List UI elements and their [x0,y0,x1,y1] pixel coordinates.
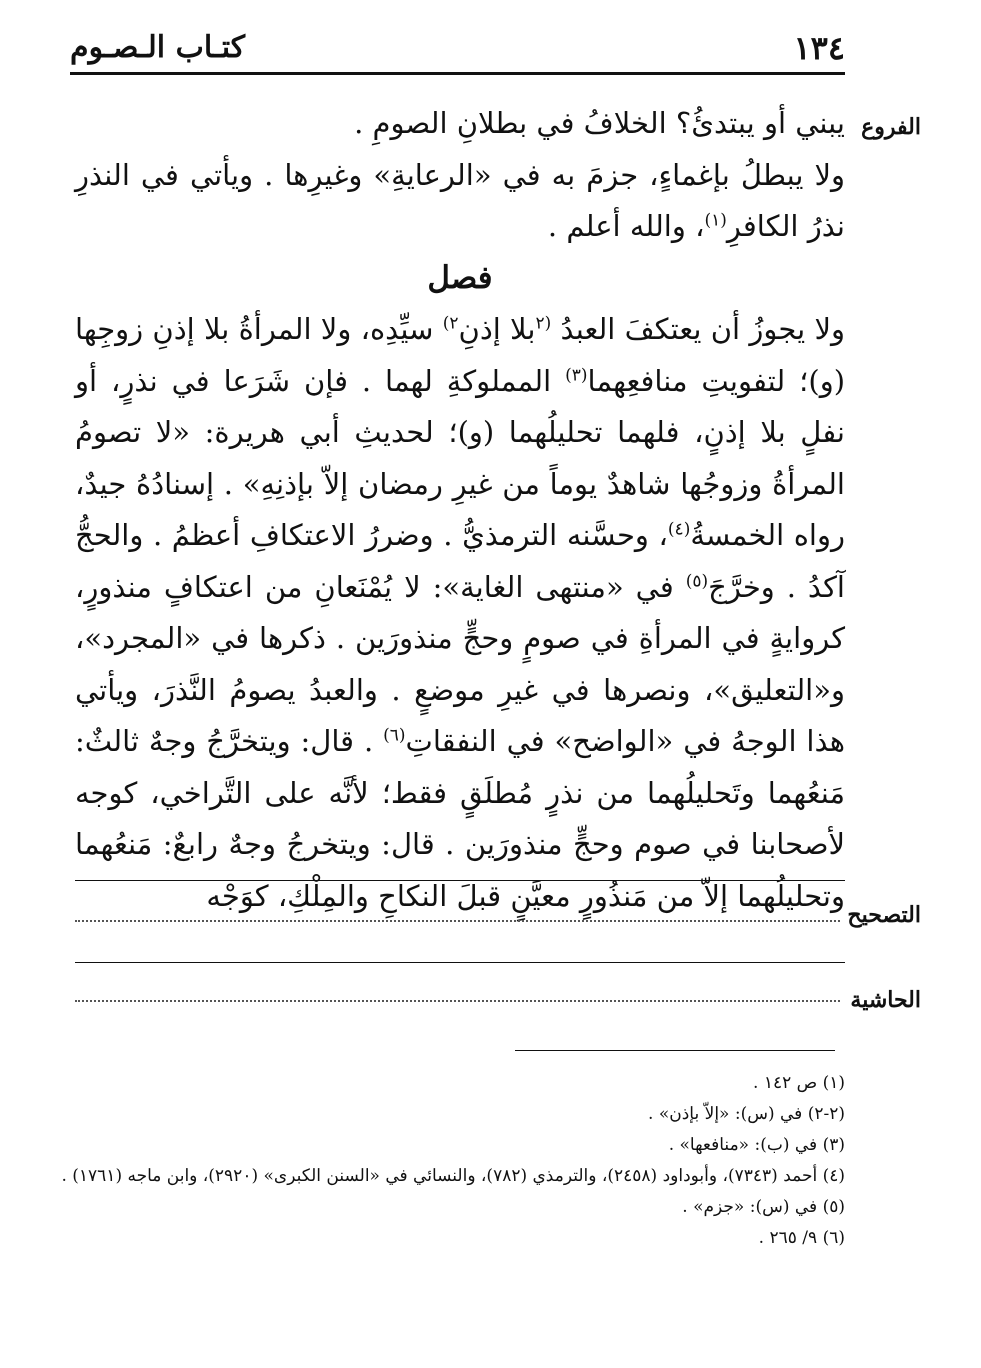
paragraph-3-part-b: بلا إذنِ [458,312,536,346]
footnote-ref-2-end[interactable]: ٢) [442,313,459,334]
paragraph-1: يبني أو يبتدئُ؟ الخلافُ في بطلانِ الصومِ . [354,106,845,140]
footnotes [61,1068,845,1254]
paragraph-3-part-f: في «منتهى الغاية»: لا يُمْنَعانِ من اعتكافٍ منذورٍ، كروايةٍ في المرأةِ في صومٍ وحجٍّ منذورَين . ذكرها في «المجرد»، و«التعليق»، ونصرها في غيرِ موضعٍ . والعبدُ يصومُ النَّذرَ، ويأتي هذا الوجهُ في «الواضح» في النفقاتِ [75,569,846,758]
paragraph-3-part-a: ولا يجوزُ أن يعتكفَ العبدُ [560,312,845,346]
paragraph-2-end: ، والله أعلم . [547,209,705,243]
footnote-ref-2-start[interactable]: (٢ [535,313,552,334]
section-heading: فصل [427,259,493,296]
paragraph-2-text: ولا يبطلُ بإغماءٍ، جزمَ به في «الرعايةِ» وغيرِها . ويأتي في النذرِ نذرُ الكافرِ [75,157,845,243]
hashiya-dotted-line [75,1000,840,1002]
main-text [75,98,845,922]
footnote-2: (٢-٢) في (س): «إلاّ بإذن» . [648,1104,845,1124]
side-label-tashih: التصحيح [847,902,921,928]
footnote-ref-6[interactable]: (٦) [383,725,406,746]
side-label-furu: الفروع [861,114,921,140]
footnote-ref-1[interactable]: (١) [704,210,727,231]
paragraph-3-part-c: سيِّدِه، ولا المرأةُ بلا إذنِ زوجِها (و)؛ لتفويتِ منافعِهما [75,312,846,398]
hashiya-top-rule [75,962,845,963]
footnote-1: (١) ص ١٤٢ . [753,1073,845,1093]
paragraph-2 [75,150,845,253]
book-title: كتـاب الـصـوم [70,30,246,65]
running-header [70,28,845,68]
footnote-4: (٤) أحمد (٧٣٤٣)، وأبوداود (٢٤٥٨)، والترمذي (٧٨٢)، والنسائي في «السنن الكبرى» (٢٩٢٠)، وابن ماجه (١٧٦١) . [61,1166,845,1186]
footnote-separator [515,1050,835,1051]
footnote-6: (٦) ٩/ ٢٦٥ . [758,1228,845,1248]
footnote-5: (٥) في (س): «جزم» . [682,1197,845,1217]
paragraph-3-part-d: المملوكةِ لهما . فإن شَرَعا في نذرٍ، أو نفلٍ بلا إذنٍ، فلهما تحليلُهما (و)؛ لحديثِ أبي هريرة: «لا تصومُ المرأةُ وزوجُها شاهدٌ يوماً من غيرِ رمضان إلاّ بإذنِهِ» . إسنادُهُ جيدٌ، رواه الخمسةُ [75,363,845,552]
tashih-top-rule [75,880,845,881]
footnote-ref-5[interactable]: (٥) [685,570,709,591]
paragraph-3-part-g: . قال: ويتخرَّجُ وجهٌ ثالثٌ: مَنعُهما وتَحليلُهما من نذرٍ مُطلَقٍ فقط؛ لأنَّه على التَّراخي، كوجه لأصحابنا في صوم وحجٍّ منذورَين . قال: ويتخرجُ وجهٌ رابعٌ: مَنعُهما وتحليلُهما إلاّ من مَنذُورٍ معيَّنٍ قبلَ النكاحِ والمِلْكِ، كوَجْه [75,724,845,913]
header-rule [70,72,845,75]
footnote-3: (٣) في (ب): «منافعها» . [668,1135,845,1155]
page-number: ١٣٤ [793,29,845,67]
paragraph-3 [75,304,845,922]
footnote-ref-4[interactable]: (٤) [667,519,691,540]
paragraph-3-part-e: ، وحسَّنه الترمذيُّ . وضررُ الاعتكافِ أعظمُ . والحجُّ آكدُ . وخرَّجَ [75,518,845,604]
footnote-ref-3[interactable]: (٣) [565,364,588,385]
tashih-dotted-line [75,920,840,922]
side-label-hashiya: الحاشية [850,987,921,1013]
